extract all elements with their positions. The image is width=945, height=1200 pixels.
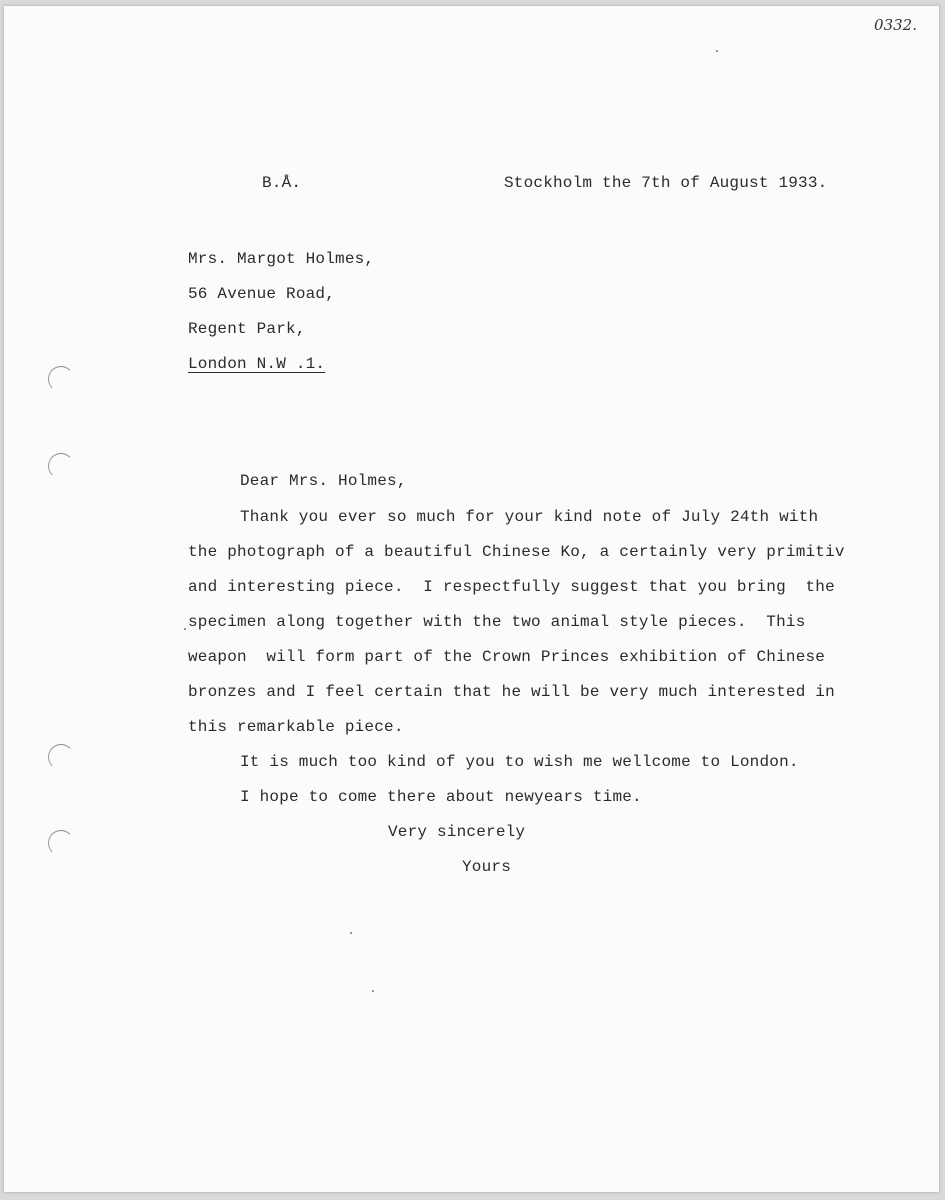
initials: B.Å. bbox=[262, 174, 302, 192]
body-line: specimen along together with the two animal style pieces. This bbox=[188, 613, 806, 631]
body-line: the photograph of a beautiful Chinese Ko, a certainly very primitiv bbox=[188, 543, 845, 561]
signoff: Yours bbox=[462, 858, 512, 876]
archive-number: 0332. bbox=[874, 16, 917, 34]
letter-page bbox=[4, 6, 939, 1192]
body-line: weapon will form part of the Crown Princes exhibition of Chinese bbox=[188, 648, 826, 666]
recipient-street: 56 Avenue Road, bbox=[188, 285, 336, 303]
date-line: Stockholm the 7th of August 1933. bbox=[504, 174, 828, 192]
body-line: I hope to come there about newyears time. bbox=[240, 788, 642, 806]
paper-speck bbox=[372, 990, 374, 992]
punch-hole bbox=[48, 366, 74, 392]
paper-speck bbox=[350, 932, 352, 934]
salutation: Dear Mrs. Holmes, bbox=[240, 472, 407, 490]
punch-hole bbox=[48, 744, 74, 770]
closing: Very sincerely bbox=[388, 823, 526, 841]
paper-speck bbox=[716, 50, 718, 52]
body-line: and interesting piece. I respectfully suggest that you bring the bbox=[188, 578, 835, 596]
body-line: Thank you ever so much for your kind note of July 24th with bbox=[240, 508, 819, 526]
recipient-name: Mrs. Margot Holmes, bbox=[188, 250, 375, 268]
body-line: bronzes and I feel certain that he will be very much interested in bbox=[188, 683, 835, 701]
punch-hole bbox=[48, 453, 74, 479]
body-line: It is much too kind of you to wish me wellcome to London. bbox=[240, 753, 799, 771]
recipient-city: London N.W .1. bbox=[188, 355, 326, 373]
body-line: this remarkable piece. bbox=[188, 718, 404, 736]
recipient-area: Regent Park, bbox=[188, 320, 306, 338]
punch-hole bbox=[48, 830, 74, 856]
paper-speck bbox=[184, 628, 186, 630]
